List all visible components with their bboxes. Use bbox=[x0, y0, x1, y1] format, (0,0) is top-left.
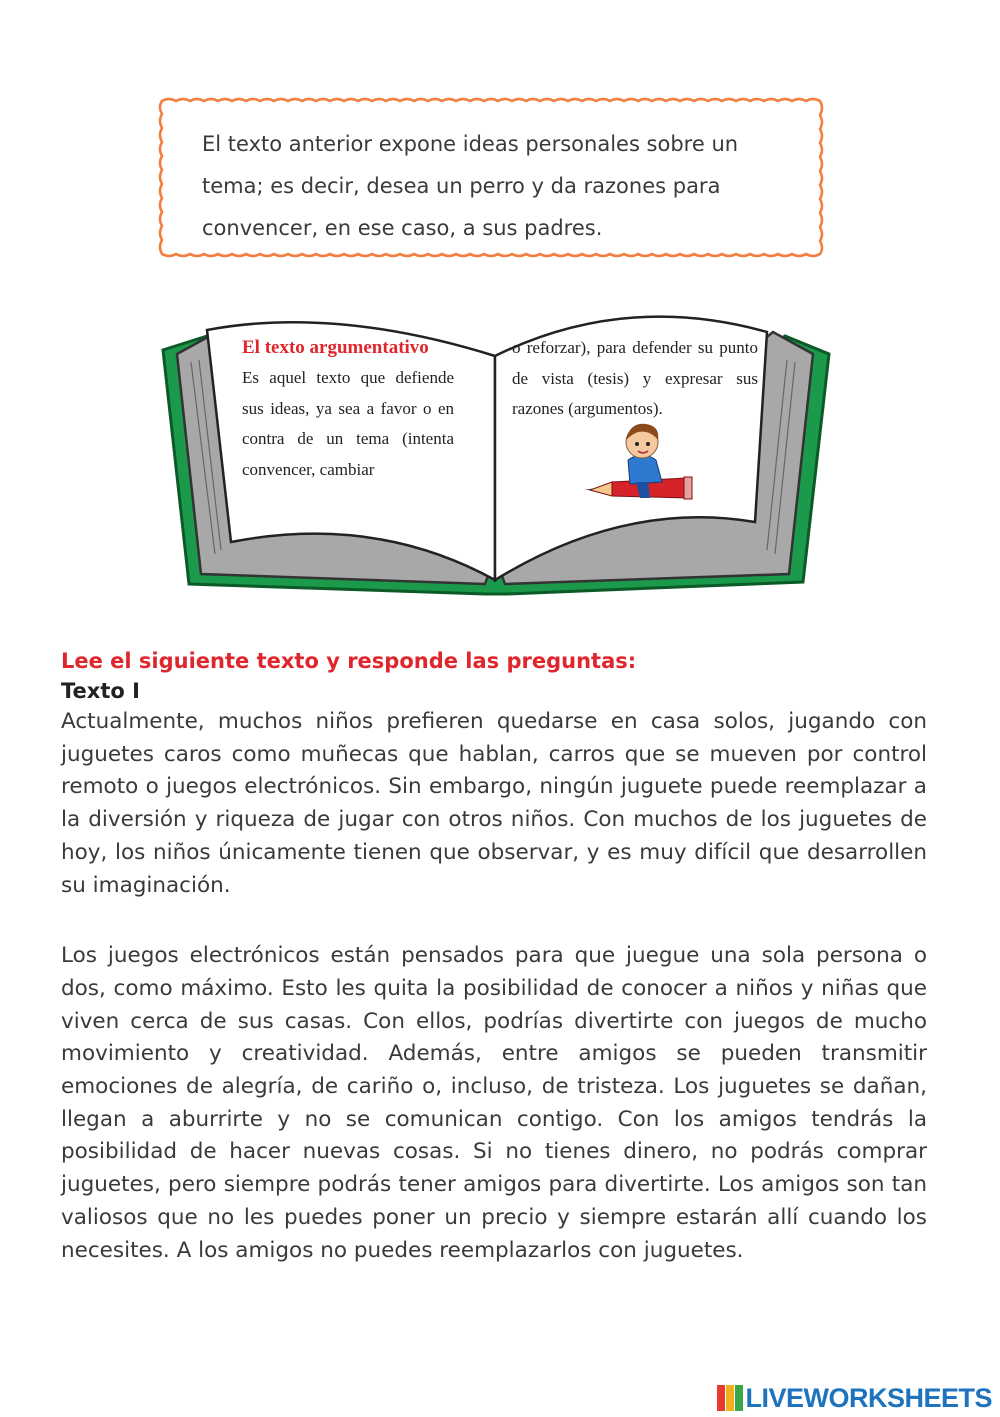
reading-section bbox=[61, 646, 927, 1267]
reading-title: Texto I bbox=[61, 679, 140, 703]
open-book bbox=[155, 292, 835, 602]
book-left-page bbox=[242, 333, 454, 485]
book-title: El texto argumentativo bbox=[242, 337, 429, 358]
instruction-text: Lee el siguiente texto y responde las preguntas: bbox=[61, 649, 637, 673]
reading-paragraph-1: Actualmente, muchos niños prefieren quedarse en casa solos, jugando con juguetes caros como muñecas que hablan, carros que se mueven por control remoto o juegos electrónicos. Sin embargo, ningún juguete puede reemplazar a la diversión y riqueza de jugar con otros niños. Con muchos de los juguetes de hoy, los niños únicamente tienen que observar, y es muy difícil que desarrollen su imaginación. bbox=[61, 709, 927, 898]
info-box bbox=[156, 95, 826, 260]
reading-paragraph-2: Los juegos electrónicos están pensados para que juegue una sola persona o dos, como máximo. Esto les quita la posibilidad de conocer a niños y niñas que viven cerca de sus casas. Con ellos, podrías divertirte con juegos de mucho movimiento y creatividad. Además, entre amigos se pueden transmitir emociones de alegría, de cariño o, incluso, de tristeza. Los juguetes se dañan, llegan a aburrirte y no se comunican contigo. Con los amigos tendrás la posibilidad de hacer nuevas cosas. Si no tienes dinero, no podrás comprar juguetes, pero siempre podrás tener amigos para divertirte. Los amigos son tan valiosos que no les puedes poner un precio y siempre estarán allí cuando los necesites. A los amigos no puedes reemplazarlos con juguetes. bbox=[61, 943, 927, 1263]
boy-riding-pencil-icon bbox=[580, 420, 695, 502]
book-right-text: o reforzar), para defender su punto de vista (tesis) y expresar sus razones (argumentos). bbox=[512, 338, 758, 418]
book-left-text: Es aquel texto que defiende sus ideas, ya sea a favor o en contra de un tema (intenta convencer, cambiar bbox=[242, 368, 454, 479]
liveworksheets-logo-icon bbox=[717, 1385, 743, 1411]
brand-name: LIVEWORKSHEETS bbox=[745, 1382, 992, 1413]
liveworksheets-brand[interactable] bbox=[717, 1383, 992, 1413]
info-box-text: El texto anterior expone ideas personales sobre un tema; es decir, desea un perro y da razones para convencer, en ese caso, a sus padres. bbox=[202, 132, 739, 240]
